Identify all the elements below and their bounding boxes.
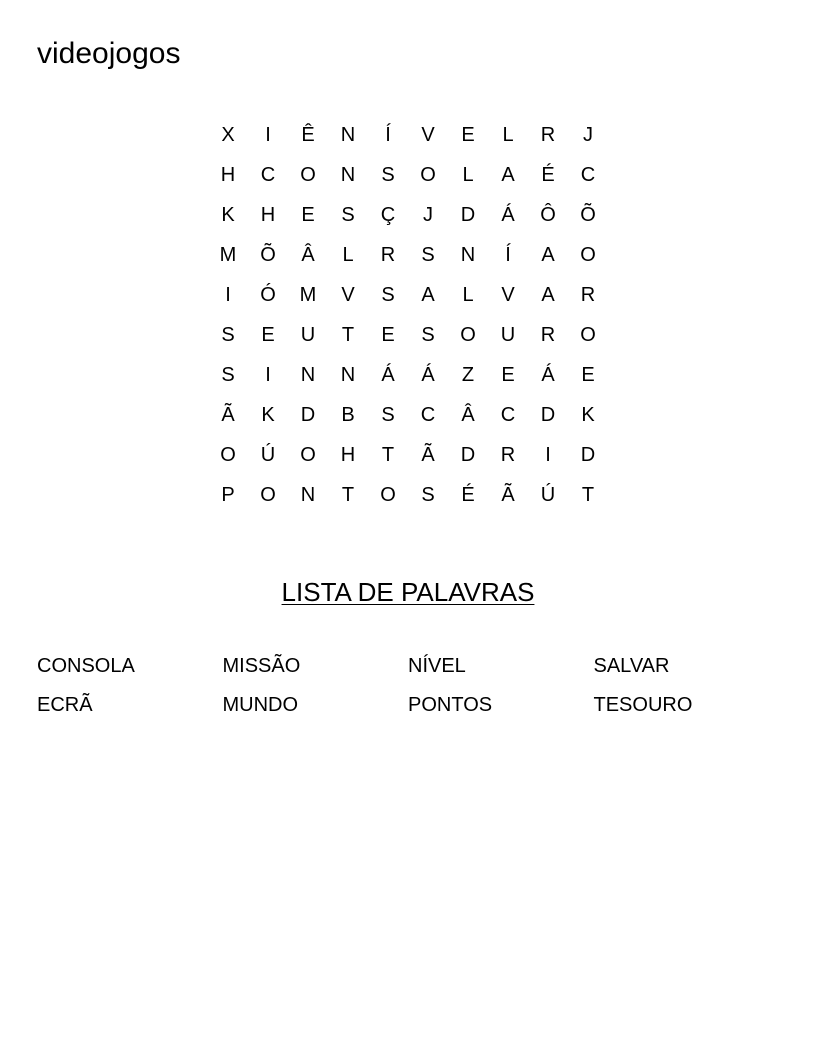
grid-cell: Â (301, 244, 315, 266)
grid-cell: Õ (260, 244, 276, 266)
word-list (37, 650, 779, 728)
grid-cell: J (583, 124, 593, 146)
grid-cell: D (460, 444, 476, 466)
word-list-heading-text: LISTA DE PALAVRAS (281, 577, 535, 607)
word-list-item: PONTOS (408, 694, 493, 716)
grid-cell: T (341, 484, 355, 506)
grid-cell: K (261, 404, 275, 426)
grid-cell: O (300, 164, 316, 186)
grid-cell: Z (461, 364, 475, 386)
grid-cell: N (300, 484, 316, 506)
grid-cell: Ê (301, 124, 315, 146)
grid-cell: K (581, 404, 595, 426)
grid-cell: E (581, 364, 595, 386)
grid-cell: V (501, 284, 515, 306)
grid-cell: E (261, 324, 275, 346)
grid-cell: R (540, 124, 556, 146)
grid-cell: D (580, 444, 596, 466)
grid-cell: Ú (260, 444, 276, 466)
grid-cell: X (221, 124, 235, 146)
word-list-item: MUNDO (222, 694, 299, 716)
grid-cell: L (342, 244, 354, 266)
grid-cell: E (461, 124, 475, 146)
grid-cell: I (225, 284, 231, 306)
grid-cell: O (220, 444, 236, 466)
grid-cell: S (221, 364, 235, 386)
grid-cell: Í (385, 124, 391, 146)
grid-cell: C (260, 164, 276, 186)
grid-cell: E (301, 204, 315, 226)
word-list-item: SALVAR (593, 655, 670, 677)
grid-cell: T (581, 484, 595, 506)
grid-cell: P (221, 484, 235, 506)
letter-grid (208, 115, 608, 515)
grid-cell: Á (421, 364, 435, 386)
grid-cell: S (421, 324, 435, 346)
grid-cell: M (219, 244, 237, 266)
grid-cell: D (460, 204, 476, 226)
grid-cell: H (340, 444, 356, 466)
grid-cell: T (341, 324, 355, 346)
grid-cell: S (341, 204, 355, 226)
grid-cell: Ç (380, 204, 396, 226)
word-list-item: TESOURO (593, 694, 693, 716)
grid-cell: O (580, 324, 596, 346)
grid-cell: R (380, 244, 396, 266)
word-list-heading (0, 576, 816, 608)
grid-cell: C (500, 404, 516, 426)
grid-cell: H (260, 204, 276, 226)
grid-cell: U (500, 324, 516, 346)
grid-cell: S (421, 244, 435, 266)
grid-cell: A (541, 244, 555, 266)
grid-cell: O (380, 484, 396, 506)
grid-cell: Â (461, 404, 475, 426)
grid-cell: V (421, 124, 435, 146)
grid-cell: Á (501, 204, 515, 226)
grid-cell: N (340, 364, 356, 386)
grid-cell: É (461, 484, 475, 506)
grid-cell: C (580, 164, 596, 186)
grid-cell: D (540, 404, 556, 426)
word-list-item: CONSOLA (37, 655, 135, 677)
grid-cell: Ú (540, 484, 556, 506)
word-list-item: MISSÃO (222, 655, 301, 677)
grid-cell: A (421, 284, 435, 306)
grid-cell: N (340, 124, 356, 146)
grid-cell: R (540, 324, 556, 346)
grid-cell: I (545, 444, 551, 466)
grid-cell: J (423, 204, 433, 226)
grid-cell: S (381, 404, 395, 426)
grid-cell: U (300, 324, 316, 346)
grid-cell: C (420, 404, 436, 426)
grid-cell: R (500, 444, 516, 466)
grid-cell: E (381, 324, 395, 346)
grid-cell: É (541, 164, 555, 186)
grid-cell: L (462, 284, 474, 306)
grid-cell: Õ (580, 204, 596, 226)
grid-cell: S (381, 164, 395, 186)
grid-cell: Á (381, 364, 395, 386)
grid-cell: N (460, 244, 476, 266)
grid-cell: T (381, 444, 395, 466)
grid-cell: S (221, 324, 235, 346)
grid-cell: R (580, 284, 596, 306)
grid-cell: Ã (421, 444, 435, 466)
grid-cell: K (221, 204, 235, 226)
grid-cell: V (341, 284, 355, 306)
grid-cell: A (501, 164, 515, 186)
grid-cell: Ã (501, 484, 515, 506)
word-list-item: ECRÃ (37, 694, 93, 716)
grid-cell: Ã (221, 404, 235, 426)
grid-cell: Í (505, 244, 511, 266)
grid-cell: N (340, 164, 356, 186)
word-list-item: NÍVEL (408, 655, 466, 677)
grid-cell: H (220, 164, 236, 186)
grid-cell: O (260, 484, 276, 506)
grid-cell: E (501, 364, 515, 386)
grid-cell: O (300, 444, 316, 466)
grid-cell: D (300, 404, 316, 426)
grid-cell: Ó (260, 284, 276, 306)
grid-cell: Ô (540, 204, 556, 226)
page-title: videojogos (37, 37, 181, 70)
grid-cell: I (265, 124, 271, 146)
grid-cell: O (580, 244, 596, 266)
grid-cell: N (300, 364, 316, 386)
grid-cell: O (420, 164, 436, 186)
grid-cell: L (502, 124, 514, 146)
grid-cell: S (421, 484, 435, 506)
grid-cell: L (462, 164, 474, 186)
grid-cell: Á (541, 364, 555, 386)
grid-cell: B (341, 404, 355, 426)
grid-cell: S (381, 284, 395, 306)
grid-cell: I (265, 364, 271, 386)
grid-cell: A (541, 284, 555, 306)
grid-cell: M (299, 284, 317, 306)
grid-cell: O (460, 324, 476, 346)
